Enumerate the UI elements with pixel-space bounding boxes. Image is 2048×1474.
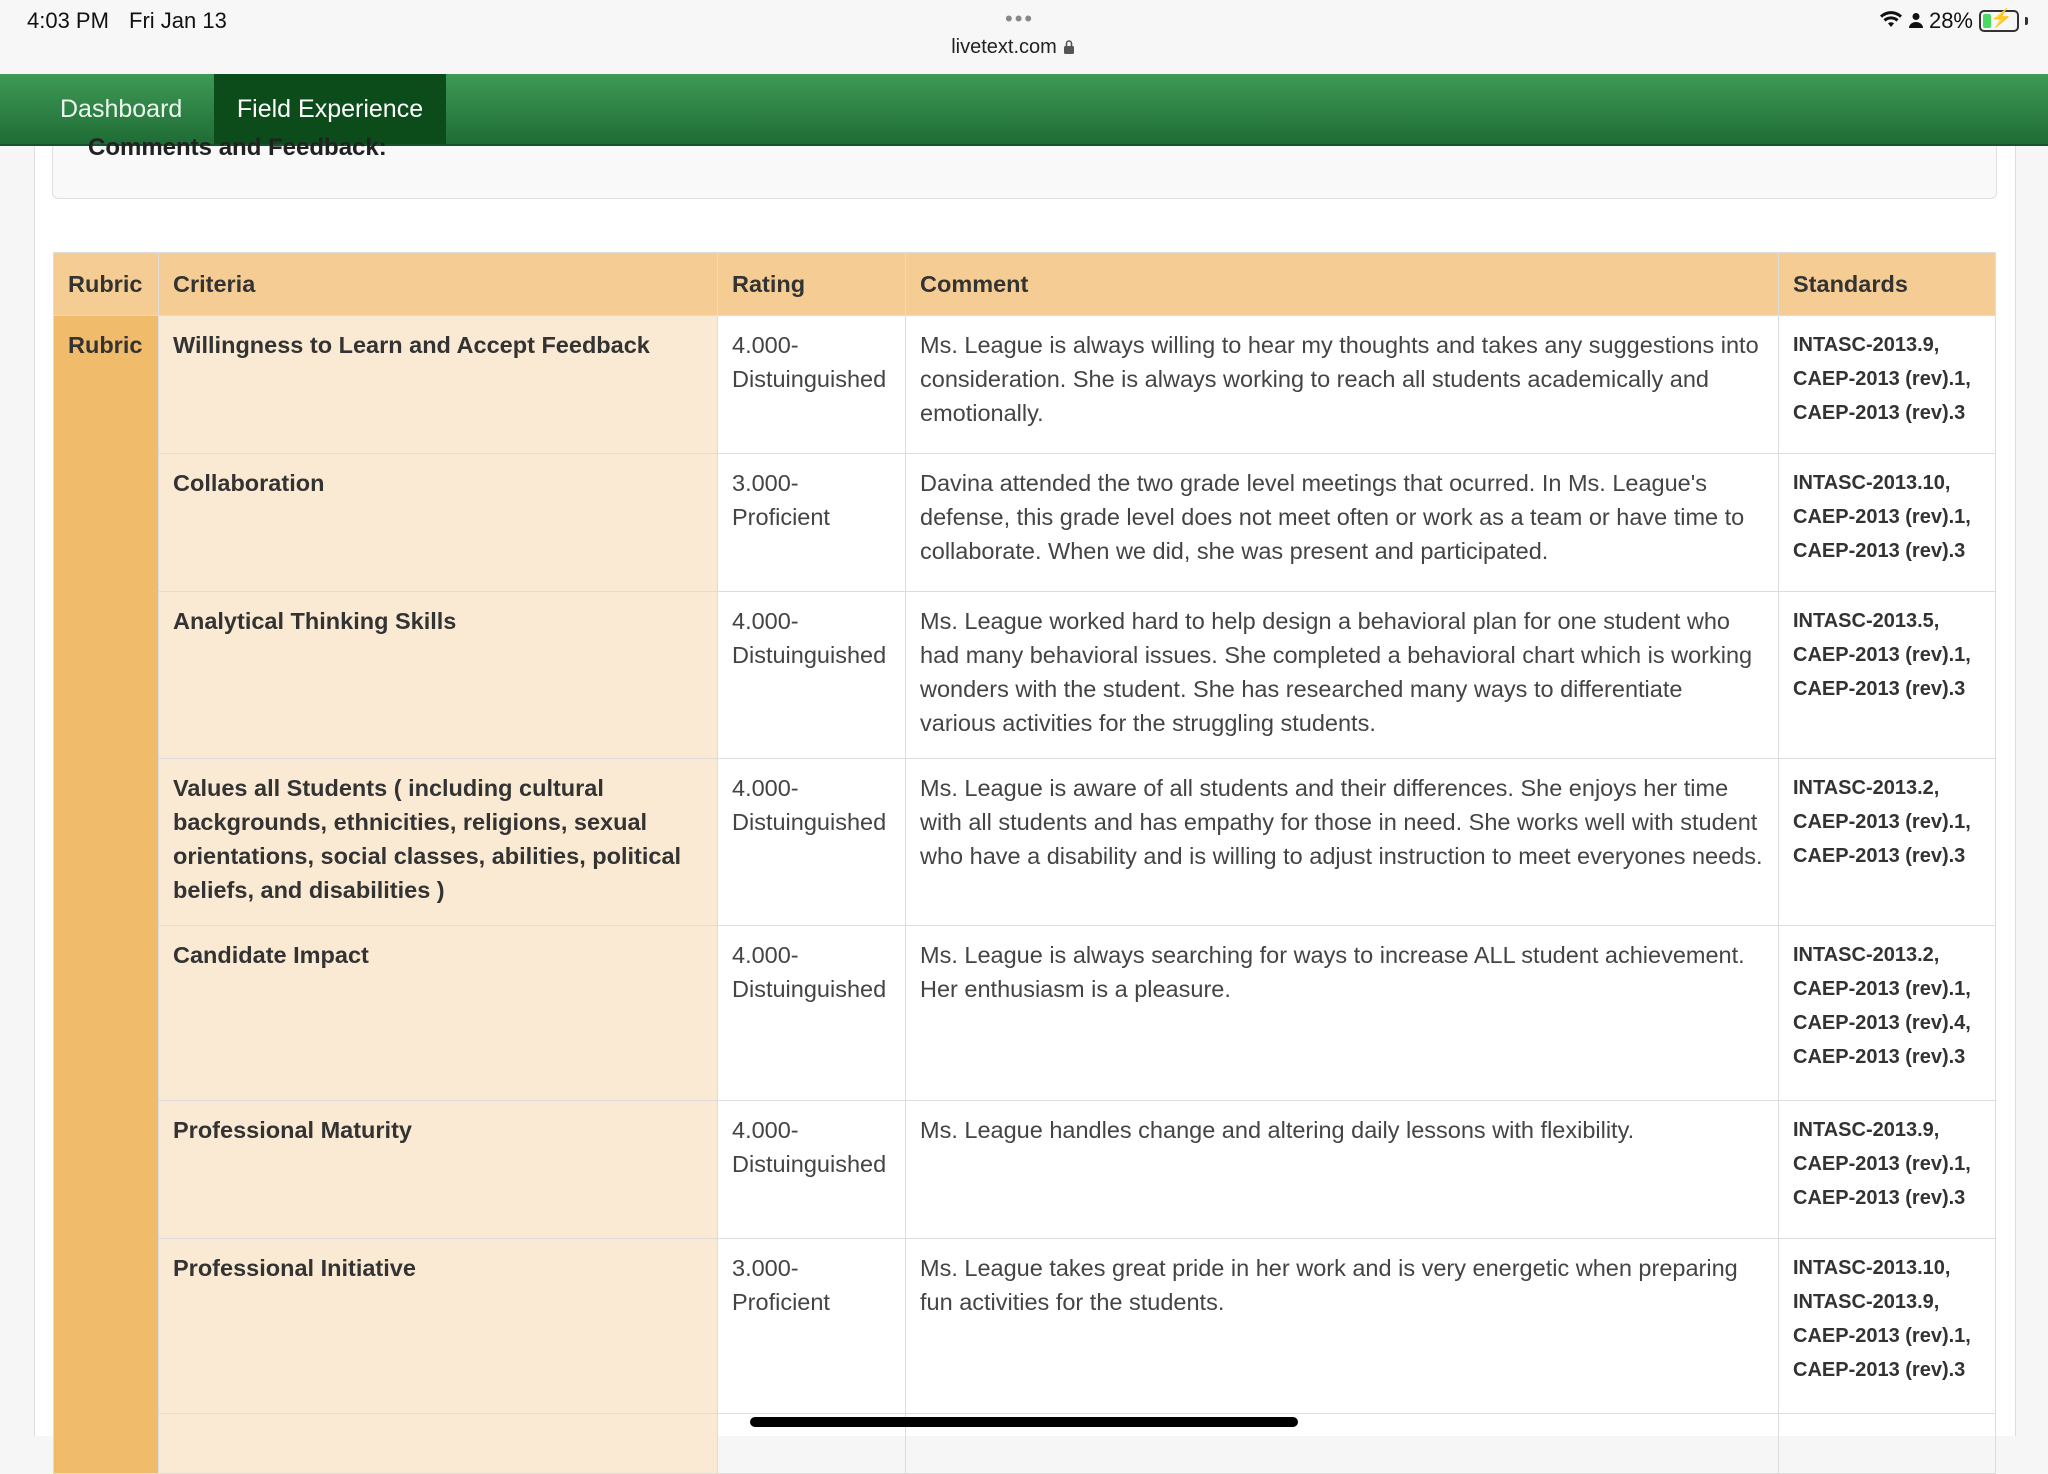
table-row: [54, 1101, 1996, 1239]
rating-line: 3.000-: [732, 1255, 799, 1281]
standards-cell: [1779, 759, 1996, 926]
rubric-cell: Rubric: [54, 316, 159, 1474]
standard-line: CAEP-2013 (rev).4,: [1793, 1012, 1971, 1034]
rating-line: Distuinguished: [732, 366, 887, 392]
standard-line: CAEP-2013 (rev).1,: [1793, 506, 1971, 528]
rating-cell: [718, 592, 906, 759]
standard-line: INTASC-2013.2,: [1793, 944, 1940, 966]
nav-field-experience-label: Field Experience: [236, 95, 424, 123]
table-row: [54, 454, 1996, 592]
status-time: 4:03 PM: [27, 8, 109, 33]
standard-line: CAEP-2013 (rev).1,: [1793, 811, 1971, 833]
rating-cell: [718, 316, 906, 454]
lock-icon: [1063, 38, 1075, 61]
rating-cell: [718, 1101, 906, 1239]
table-row: [54, 316, 1996, 454]
standard-line: CAEP-2013 (rev).3: [1793, 1187, 1966, 1209]
comment-cell: Davina attended the two grade level meetings that ocurred. In Ms. League's defense, this grade level does not meet often or work as a team or have time to collaborate. When we did, she was present and participated.: [906, 454, 1779, 592]
status-date: Fri Jan 13: [129, 8, 227, 33]
header-standards: Standards: [1779, 253, 1996, 316]
home-indicator[interactable]: [750, 1417, 1298, 1427]
standard-line: CAEP-2013 (rev).1,: [1793, 368, 1971, 390]
rating-line: Distuinguished: [732, 1151, 887, 1177]
rating-line: Distuinguished: [732, 642, 887, 668]
rating-line: Distuinguished: [732, 809, 887, 835]
charging-bolt-icon: ⚡: [1990, 8, 2013, 28]
table-row: [54, 1239, 1996, 1414]
rating-line: 4.000-: [732, 1117, 799, 1143]
standard-line: INTASC-2013.9,: [1793, 1119, 1940, 1141]
rating-cell: [718, 1239, 906, 1414]
rating-line: 4.000-: [732, 775, 799, 801]
standard-line: CAEP-2013 (rev).1,: [1793, 1325, 1971, 1347]
comment-cell: Ms. League handles change and altering daily lessons with flexibility.: [906, 1101, 1779, 1239]
comment-cell: Ms. League worked hard to help design a behavioral plan for one student who had many behavioral issues. She completed a behavioral chart which is working wonders with the student. She has researched many ways to differentiate various activities for the struggling students.: [906, 592, 1779, 759]
criteria-cell: Values all Students ( including cultural backgrounds, ethnicities, religions, sexual orientations, social classes, abilities, political beliefs, and disabilities ): [159, 759, 718, 926]
criteria-cell: Collaboration: [159, 454, 718, 592]
url-text: livetext.com: [951, 36, 1057, 58]
criteria-cell: Professional Initiative: [159, 1239, 718, 1414]
rating-line: 4.000-: [732, 608, 799, 634]
standard-line: CAEP-2013 (rev).1,: [1793, 644, 1971, 666]
table-cell: [1779, 1414, 1996, 1474]
rating-line: Proficient: [732, 504, 830, 530]
standard-line: CAEP-2013 (rev).1,: [1793, 1153, 1971, 1175]
battery-icon: [1979, 10, 2019, 32]
header-rating: Rating: [718, 253, 906, 316]
standards-cell: [1779, 926, 1996, 1101]
standard-line: CAEP-2013 (rev).3: [1793, 1359, 1966, 1381]
criteria-cell: Candidate Impact: [159, 926, 718, 1101]
rubric-table-body: [54, 316, 1996, 1474]
rating-cell: [718, 926, 906, 1101]
standard-line: CAEP-2013 (rev).3: [1793, 678, 1966, 700]
standard-line: CAEP-2013 (rev).3: [1793, 402, 1966, 424]
table-row: [54, 926, 1996, 1101]
comments-feedback-title: Comments and Feedback:: [88, 134, 387, 161]
comments-feedback-panel: [52, 134, 1997, 199]
table-header-row: [54, 253, 1996, 316]
standards-cell: [1779, 1101, 1996, 1239]
person-icon: [1909, 8, 1923, 34]
rubric-table: [53, 252, 1996, 1474]
status-right: [1879, 8, 2028, 34]
more-dots-icon[interactable]: •••: [1005, 6, 1035, 31]
standards-cell: [1779, 316, 1996, 454]
standard-line: INTASC-2013.9,: [1793, 334, 1940, 356]
comment-cell: Ms. League is always willing to hear my thoughts and takes any suggestions into consideration. She is always working to reach all students academically and emotionally.: [906, 316, 1779, 454]
battery-tip: [2025, 17, 2028, 25]
rating-cell: [718, 454, 906, 592]
table-row: [54, 592, 1996, 759]
standard-line: INTASC-2013.9,: [1793, 1291, 1940, 1313]
rating-cell: [718, 759, 906, 926]
battery-percent: 28%: [1928, 8, 1973, 33]
criteria-cell: Analytical Thinking Skills: [159, 592, 718, 759]
standard-line: CAEP-2013 (rev).1,: [1793, 978, 1971, 1000]
nav-dashboard-label: Dashboard: [60, 95, 183, 123]
comment-cell: Ms. League takes great pride in her work and is very energetic when preparing fun activities for the students.: [906, 1239, 1779, 1414]
standards-cell: [1779, 1239, 1996, 1414]
address-bar[interactable]: [0, 36, 2026, 61]
comment-cell: Ms. League is always searching for ways to increase ALL student achievement. Her enthusiasm is a pleasure.: [906, 926, 1779, 1101]
standard-line: INTASC-2013.2,: [1793, 777, 1940, 799]
rating-line: Distuinguished: [732, 976, 887, 1002]
comment-cell: Ms. League is aware of all students and their differences. She enjoys her time with all students and has empathy for those in need. She works well with student who have a disability and is willing to adjust instruction to meet everyones needs.: [906, 759, 1779, 926]
rating-line: 4.000-: [732, 942, 799, 968]
rating-line: 3.000-: [732, 470, 799, 496]
status-bar: [0, 0, 2048, 74]
standard-line: CAEP-2013 (rev).3: [1793, 1046, 1966, 1068]
table-row: [54, 759, 1996, 926]
table-cell: [159, 1414, 718, 1474]
header-criteria: Criteria: [159, 253, 718, 316]
standards-cell: [1779, 454, 1996, 592]
standard-line: INTASC-2013.10,: [1793, 472, 1951, 494]
rating-line: 4.000-: [732, 332, 799, 358]
header-rubric: Rubric: [54, 253, 159, 316]
standard-line: CAEP-2013 (rev).3: [1793, 540, 1966, 562]
standards-cell: [1779, 592, 1996, 759]
wifi-icon: [1879, 8, 1903, 34]
standard-line: CAEP-2013 (rev).3: [1793, 845, 1966, 867]
header-comment: Comment: [906, 253, 1779, 316]
criteria-cell: Willingness to Learn and Accept Feedback: [159, 316, 718, 454]
standard-line: INTASC-2013.10,: [1793, 1257, 1951, 1279]
rating-line: Proficient: [732, 1289, 830, 1315]
standard-line: INTASC-2013.5,: [1793, 610, 1940, 632]
criteria-cell: Professional Maturity: [159, 1101, 718, 1239]
